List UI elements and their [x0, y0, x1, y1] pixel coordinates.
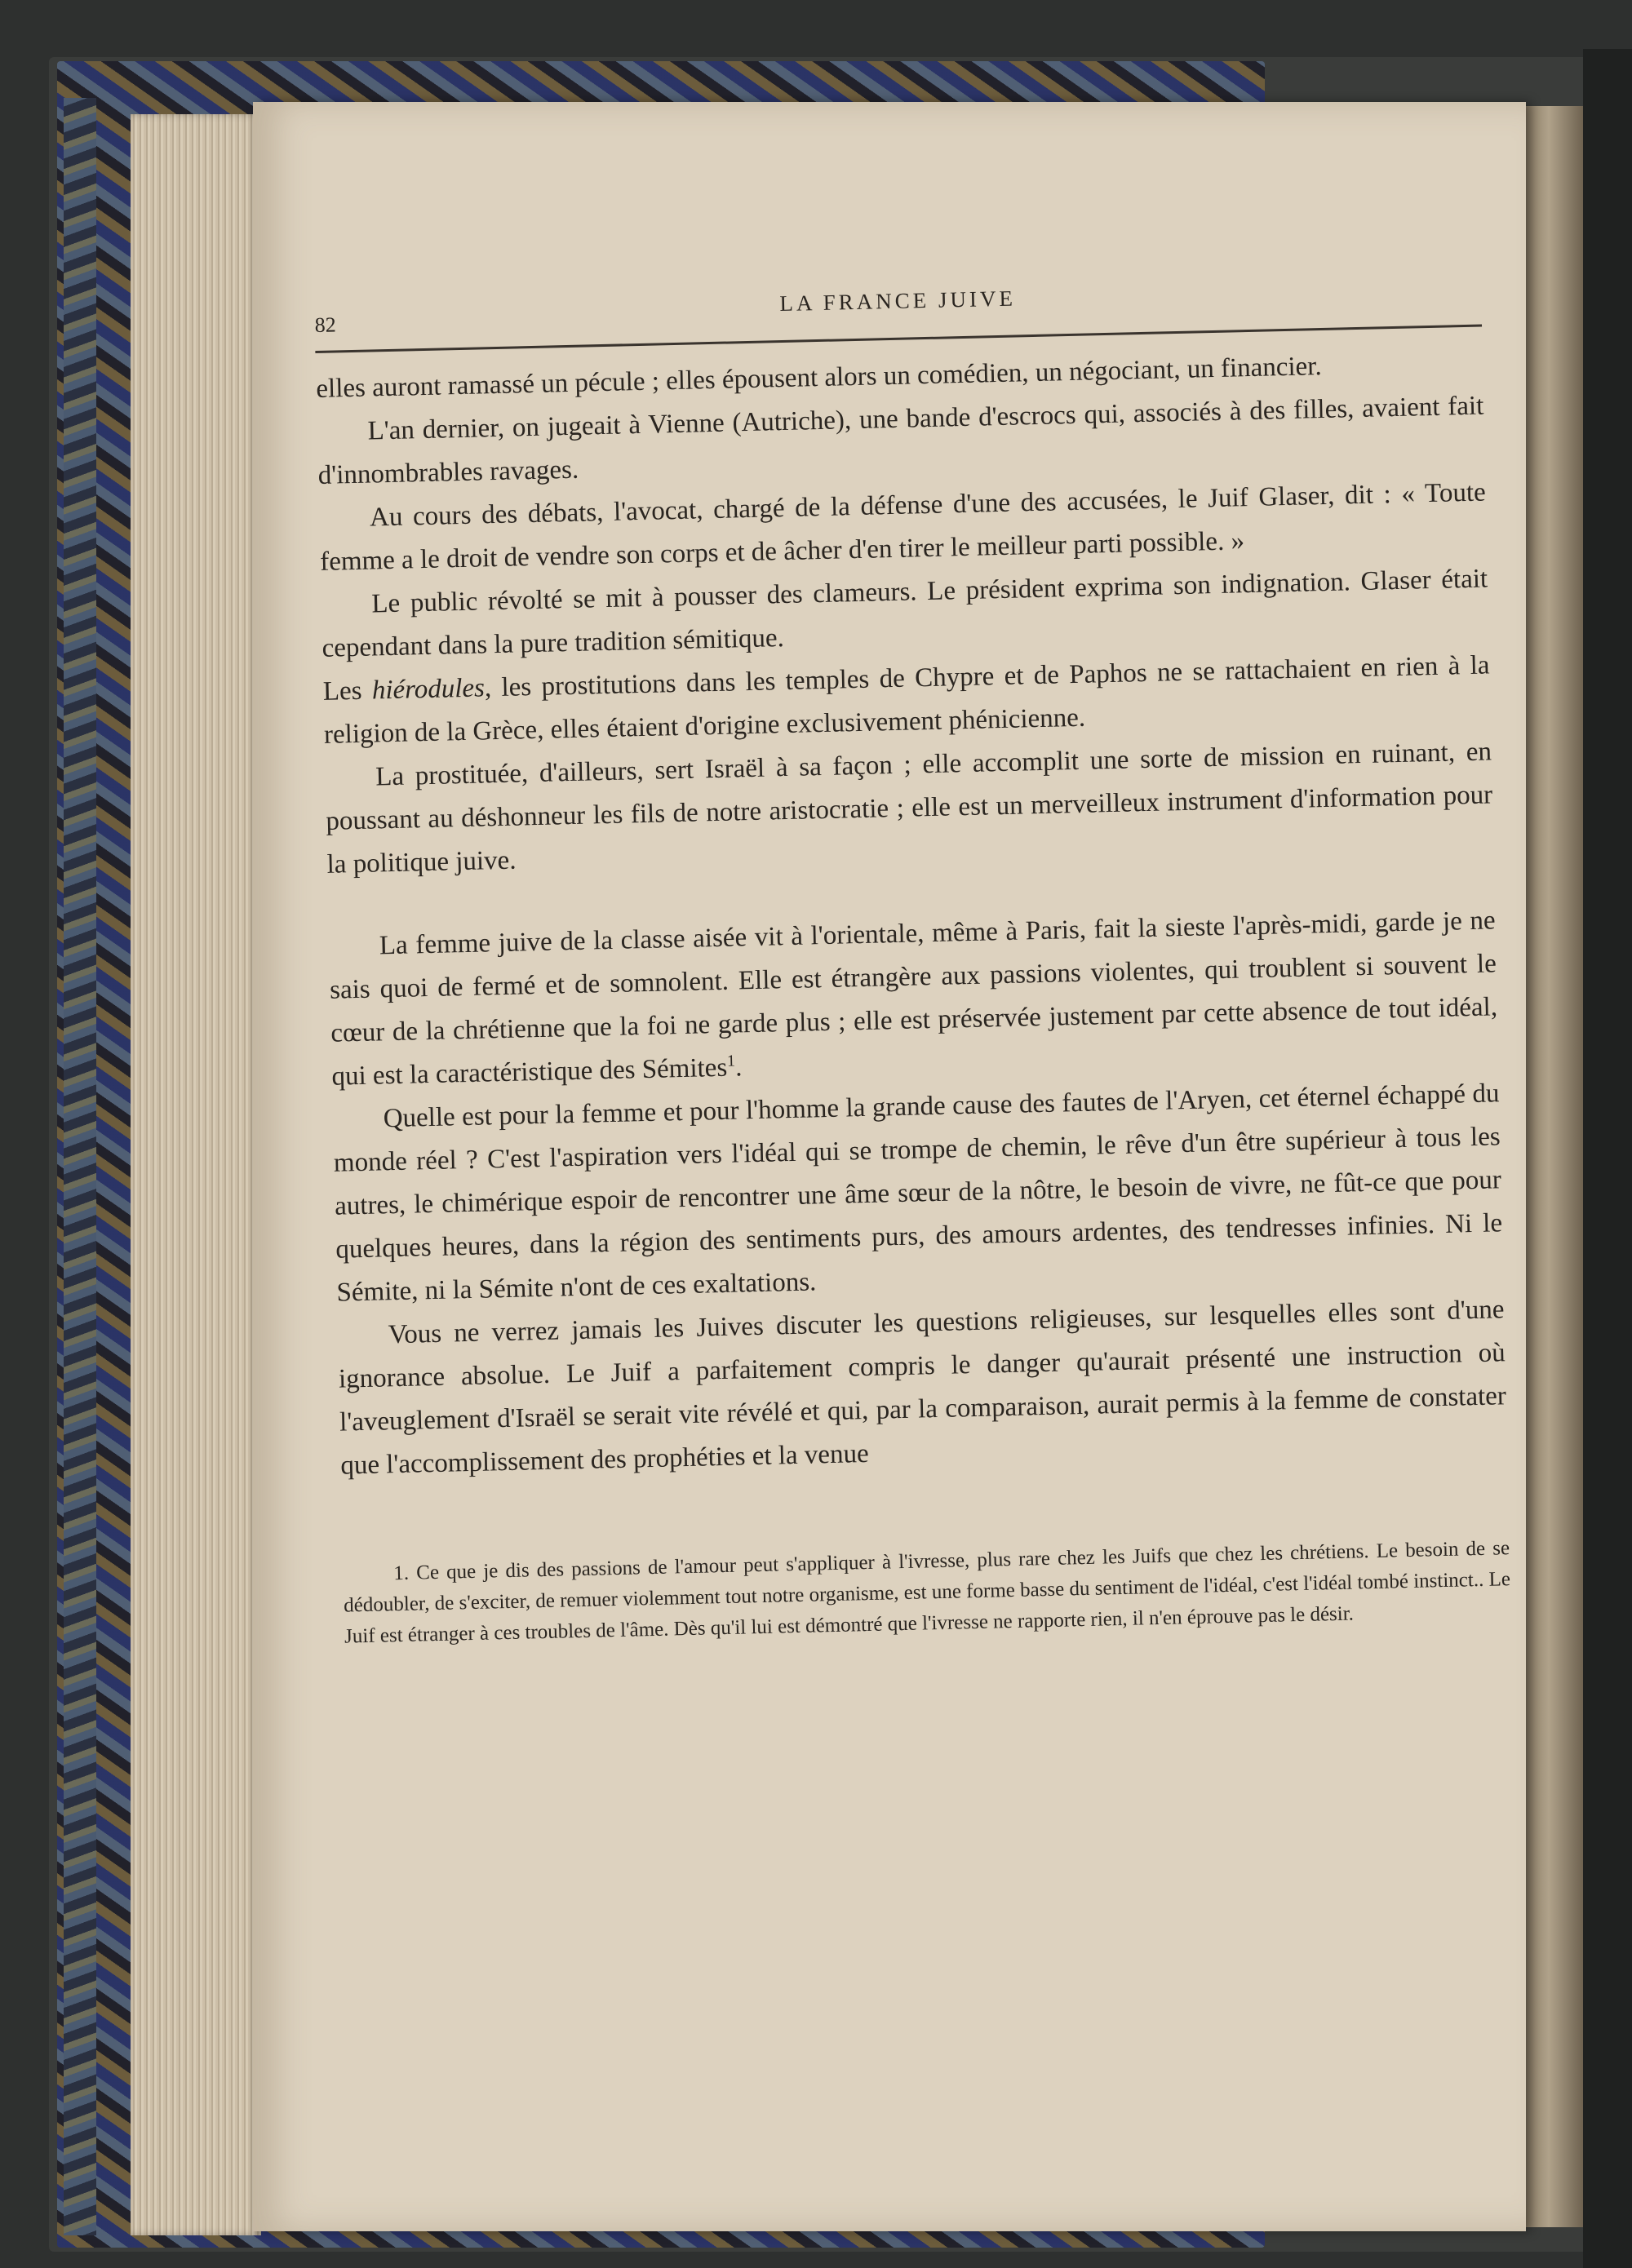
- page-stack-edge: [131, 114, 261, 2235]
- footnote-reference[interactable]: 1: [726, 1052, 736, 1070]
- page-content: [314, 276, 1511, 1653]
- paragraph-2: L'an dernier, on jugeait à Vienne (Autriche), une bande d'escrocs qui, associés à des filles, avaient fait d'innombrables ravages.: [317, 391, 1484, 490]
- paragraph-9: Vous ne verrez jamais les Juives discuter les questions religieuses, sur lesquelles elles sont d'une ignorance absolue. Le Juif a parfaitement compris le danger qu'aurait présenté une instruction où l'aveuglement d'Israël se serait vite révélé et qui, par la comparaison, aurait permis à la femme de constater que l'accomplissement des prophéties et la venue: [338, 1295, 1507, 1481]
- scan-dark-margin: [1583, 49, 1632, 2268]
- next-page-edge: [1526, 106, 1583, 2227]
- running-title: LA FRANCE JUIVE: [779, 286, 1017, 317]
- paragraph-8: Quelle est pour la femme et pour l'homme la grande cause des fautes de l'Aryen, cet éternel échappé du monde réel ? C'est l'aspiration vers l'idéal qui se trompe de chemin, le rêve d'un être supérieur à tous les autres, le chimérique espoir de rencontrer une âme sœur de la nôtre, le besoin de vivre, ne fût-ce que pour quelques heures, dans la région des sentiments purs, des amours ardentes, des tendresses infinies. Ni le Sémite, ni la Sémite n'ont de ces exaltations.: [333, 1079, 1503, 1308]
- page-number: 82: [314, 312, 336, 337]
- book-spine: [64, 98, 96, 2235]
- paragraph-6: La prostituée, d'ailleurs, sert Israël à sa façon ; elle accomplit une sorte de mission en ruinant, en poussant au déshonneur les fils de notre aristocratie ; elle est un merveilleux instrument d'information pour la politique juive.: [326, 737, 1493, 879]
- paragraph-7-end: .: [734, 1052, 743, 1083]
- paragraph-1: elles auront ramassé un pécule ; elles épousent alors un comédien, un négociant, un financier.: [316, 352, 1323, 404]
- paragraph-5-lead: Les: [322, 676, 373, 707]
- body-text: [316, 342, 1508, 1488]
- paragraph-7-text: La femme juive de la classe aisée vit à l'orientale, même à Paris, fait la sieste l'après-midi, garde je ne sais quoi de fermé et de somnolent. Elle est étrangère aux passions violentes, qui troublent si souvent le cœur de la chrétienne que la foi ne garde plus ; elle est préservée justement par cette absence de tout idéal, qui est la caractéristique des Sémites: [329, 906, 1498, 1092]
- paragraph-3: Au cours des débats, l'avocat, chargé de la défense d'une des accusées, le Juif Glaser, dit : « Toute femme a le droit de vendre son corps et de âcher d'en tirer le meilleur parti possible. »: [319, 477, 1487, 577]
- paragraph-4: Le public révolté se mit à pousser des clameurs. Le président exprima son indignation. Glaser était cependant dans la pure tradition sémitique.: [322, 564, 1488, 663]
- paragraph-7: [328, 899, 1498, 1098]
- paragraph-5-rest: , les prostitutions dans les temples de Chypre et de Paphos ne se rattachaient en rien à la religion de la Grèce, elles étaient d'origine exclusivement phénicienne.: [323, 650, 1490, 750]
- italic-term: hiérodules: [371, 673, 486, 706]
- footnote-1: 1. Ce que je dis des passions de l'amour peut s'appliquer à l'ivresse, plus rare chez les Juifs que chez les chrétiens. Le besoin de se dédoubler, de s'exciter, de remuer violemment tout notre organisme, est une forme basse du sentiment de l'idéal, c'est l'idéal tombé instinct.. Le Juif est étranger à ces troubles de l'âme. Dès qu'il lui est démontré que l'ivresse ne rapporte rien, il n'en éprouve pas le désir.: [343, 1537, 1511, 1648]
